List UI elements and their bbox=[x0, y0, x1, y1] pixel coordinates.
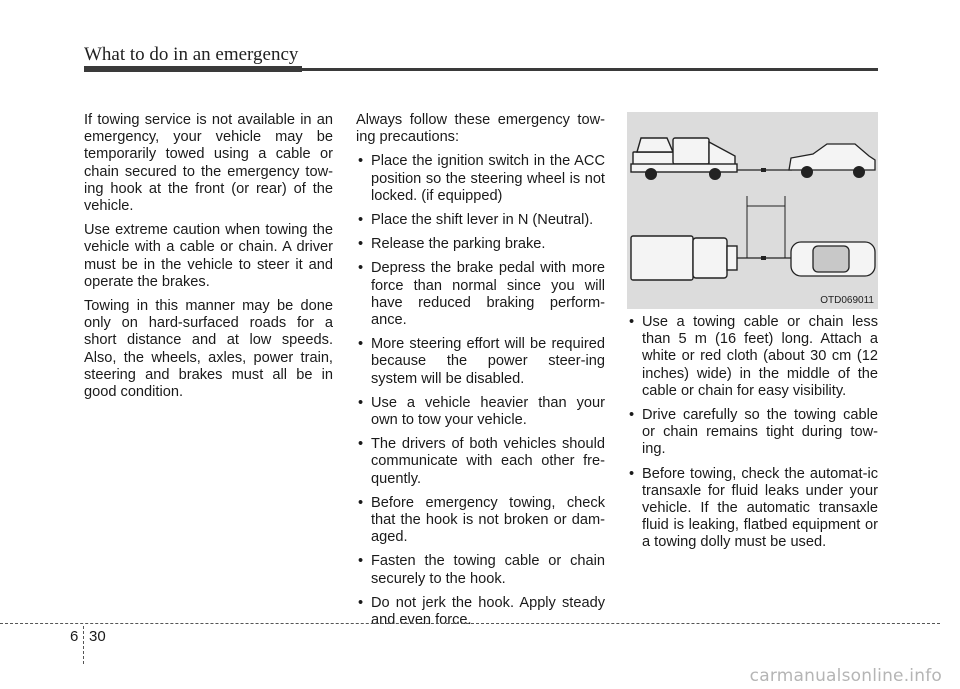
list-item: • Place the ignition switch in the ACC position so the steering wheel is not locked. (if equipped) bbox=[356, 153, 605, 205]
list-item: • Do not jerk the hook. Apply steady and even force. bbox=[356, 595, 605, 629]
precautions-list bbox=[356, 153, 605, 629]
tow-truck-side bbox=[631, 138, 737, 172]
figure-code: OTD069011 bbox=[820, 295, 874, 306]
watermark: carmanualsonline.info bbox=[749, 666, 942, 686]
list-item: • The drivers of both vehicles should communicate with each other fre-quently. bbox=[356, 436, 605, 488]
tow-truck-diagram bbox=[627, 112, 878, 309]
column-1 bbox=[84, 112, 333, 408]
tow-truck-top bbox=[631, 236, 737, 280]
section-title: What to do in an emergency bbox=[84, 44, 299, 65]
footer-divider bbox=[83, 626, 84, 664]
list-item: • Use a vehicle heavier than your own to tow your vehicle. bbox=[356, 395, 605, 429]
paragraph: If towing service is not available in an emergency, your vehicle may be temporarily towed using a cable or chain secured to the emergency tow-ing hook at the front (or rear) of the vehicle. bbox=[84, 112, 333, 215]
chapter-number: 6 bbox=[70, 628, 79, 645]
list-item: • Place the shift lever in N (Neutral). bbox=[356, 212, 605, 229]
towed-car-side bbox=[789, 144, 875, 170]
page-number: 30 bbox=[89, 628, 106, 645]
towed-car-top bbox=[791, 242, 875, 276]
list-item: • More steering effort will be required because the power steer-ing system will be disabled. bbox=[356, 336, 605, 388]
column-2 bbox=[356, 112, 605, 636]
footer-rule bbox=[0, 623, 940, 624]
list-item: • Depress the brake pedal with more force than normal since you will have reduced braking perform-ance. bbox=[356, 260, 605, 329]
list-item: • Release the parking brake. bbox=[356, 236, 605, 253]
paragraph: Use extreme caution when towing the vehicle with a cable or chain. A driver must be in the vehicle to steer it and operate the brakes. bbox=[84, 222, 333, 290]
paragraph: Towing in this manner may be done only on hard-surfaced roads for a short distance and at low speeds. Also, the wheels, axles, power train, steering and brakes must all be in good condition. bbox=[84, 298, 333, 401]
precautions-list-continued bbox=[627, 314, 878, 552]
list-item: • Drive carefully so the towing cable or chain remains tight during tow-ing. bbox=[627, 407, 878, 459]
list-item: • Fasten the towing cable or chain securely to the hook. bbox=[356, 553, 605, 587]
towing-illustration bbox=[627, 112, 878, 309]
header-rule-accent bbox=[84, 66, 302, 72]
list-item: • Use a towing cable or chain less than 5 m (16 feet) long. Attach a white or red cloth (about 30 cm (12 inches) wide) in the middle of the cable or chain for easy visibility. bbox=[627, 314, 878, 400]
column-3 bbox=[627, 314, 878, 559]
list-item: • Before towing, check the automat-ic transaxle for fluid leaks under your vehicle. If the automatic transaxle fluid is leaking, flatbed equipment or a towing dolly must be used. bbox=[627, 466, 878, 552]
list-item: • Before emergency towing, check that the hook is not broken or dam-aged. bbox=[356, 495, 605, 547]
precautions-intro: Always follow these emergency tow-ing precautions: bbox=[356, 112, 605, 146]
